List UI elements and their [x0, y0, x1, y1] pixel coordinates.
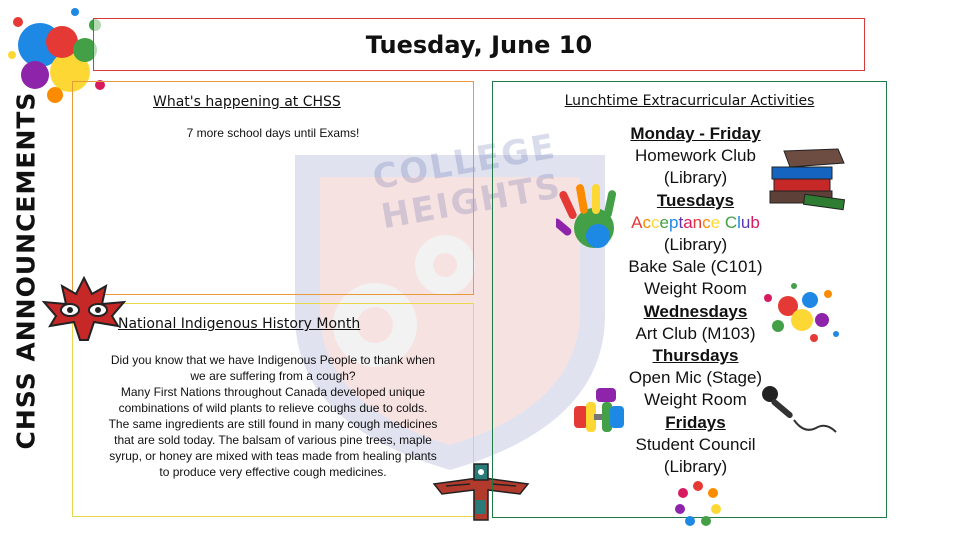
page-title: Tuesday, June 10 — [365, 30, 593, 59]
people-circle-icon — [674, 480, 722, 528]
rainbow-letter: c — [642, 212, 652, 232]
activity-location: (Library) — [663, 168, 728, 188]
happening-text: 7 more school days until Exams! — [186, 126, 360, 140]
happening-panel — [72, 81, 474, 295]
rainbow-letter: c — [651, 212, 660, 232]
microphone-icon — [760, 384, 840, 442]
activity-bake-sale: Bake Sale (C101) — [628, 257, 763, 277]
rainbow-letter: t — [678, 212, 684, 232]
sidebar-title: CHSS ANNOUNCEMENTS — [11, 91, 41, 449]
indigenous-text — [81, 352, 465, 480]
indigenous-line: to produce very effective cough medicines. — [159, 465, 387, 479]
rainbow-letter: u — [740, 212, 751, 232]
activity-weight-room: Weight Room — [644, 390, 747, 410]
indigenous-heading: National Indigenous History Month — [118, 316, 361, 332]
indigenous-panel — [72, 303, 474, 517]
day-fridays: Fridays — [665, 412, 726, 432]
indigenous-line: combinations of wild plants to relieve coughs due to colds. — [118, 401, 428, 415]
maple-leaf-art-icon — [42, 276, 126, 342]
rainbow-letter: b — [750, 212, 760, 232]
day-tuesdays: Tuesdays — [656, 190, 735, 210]
activity-location: (Library) — [663, 235, 728, 255]
watermark-text: COLLEGE HEIGHTS — [369, 126, 565, 238]
rainbow-letter: a — [683, 212, 693, 232]
activity-open-mic: Open Mic (Stage) — [628, 368, 763, 388]
indigenous-line: that are sold today. The balsam of various pine trees, maple — [114, 433, 432, 447]
lunchtime-heading: Lunchtime Extracurricular Activities — [564, 93, 815, 109]
activity-location: (Library) — [663, 457, 728, 477]
indigenous-line: we are suffering from a cough? — [190, 369, 356, 383]
activity-homework-club: Homework Club — [635, 146, 756, 166]
indigenous-line: The same ingredients are still found in many cough medicines — [108, 417, 438, 431]
rainbow-letter: p — [668, 212, 679, 232]
rainbow-letter: C — [724, 212, 738, 232]
rainbow-letter: n — [692, 212, 703, 232]
rainbow-letter: l — [737, 212, 741, 232]
activity-weight-room: Weight Room — [644, 279, 747, 299]
announcements-vertical-title — [3, 91, 49, 449]
indigenous-line: Many First Nations throughout Canada developed unique — [120, 385, 426, 399]
activity-student-council: Student Council — [635, 434, 756, 454]
activity-acceptance-club — [493, 212, 898, 234]
rainbow-letter: e — [710, 212, 721, 232]
indigenous-line: syrup, or honey are mixed with teas made from healing plants — [109, 449, 437, 463]
indigenous-line: Did you know that we have Indigenous People to thank when — [110, 353, 436, 367]
happening-heading: What's happening at CHSS — [153, 94, 341, 110]
activity-art-club: Art Club (M103) — [635, 323, 756, 343]
rainbow-letter: c — [702, 212, 711, 232]
painted-hand-icon — [556, 182, 622, 252]
rainbow-letter: A — [631, 212, 643, 232]
day-monday-friday: Monday - Friday — [630, 124, 761, 143]
dumbbells-icon — [566, 384, 628, 444]
date-header — [93, 18, 865, 71]
day-wednesdays: Wednesdays — [643, 301, 748, 321]
day-thursdays: Thursdays — [652, 346, 739, 366]
rainbow-letter: e — [659, 212, 669, 232]
books-icon — [764, 145, 848, 211]
paint-splatter-icon — [758, 276, 844, 346]
